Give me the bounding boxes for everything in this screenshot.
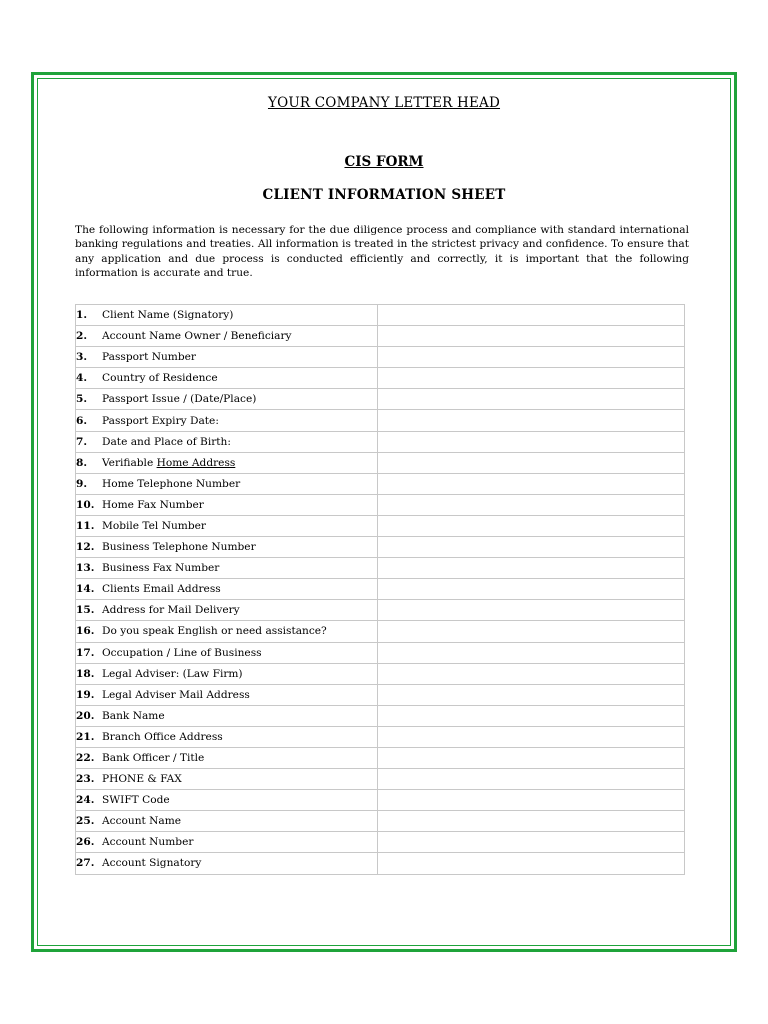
- field-number: 24.: [76, 794, 95, 807]
- field-value-cell[interactable]: [378, 305, 685, 326]
- table-row: [76, 431, 685, 452]
- field-label: Date and Place of Birth:: [102, 435, 231, 448]
- table-row: [76, 494, 685, 515]
- field-value-cell[interactable]: [378, 515, 685, 536]
- field-number: 20.: [76, 709, 95, 722]
- field-label-cell: [76, 347, 378, 368]
- field-value-cell[interactable]: [378, 431, 685, 452]
- field-label-cell: [76, 473, 378, 494]
- field-number: 14.: [76, 583, 95, 596]
- field-label: Do you speak English or need assistance?: [102, 625, 327, 638]
- field-label: Branch Office Address: [102, 730, 223, 743]
- field-label: Account Signatory: [102, 857, 202, 870]
- field-label: Account Number: [102, 836, 194, 849]
- field-number: 9.: [76, 477, 88, 490]
- intro-paragraph: The following information is necessary for the due diligence process and compliance with standard international banking regulations and treaties. All information is treated in the strictest privacy and confidence. To ensure that any application and due process is conducted efficiently and correctly, it is important that the following information is accurate and true.: [75, 224, 689, 279]
- field-label-cell: [76, 431, 378, 452]
- field-value-cell[interactable]: [378, 410, 685, 431]
- client-info-table: [75, 304, 685, 875]
- field-value-cell[interactable]: [378, 537, 685, 558]
- field-value-cell[interactable]: [378, 368, 685, 389]
- field-label: Passport Issue / (Date/Place): [102, 393, 257, 406]
- field-label: Clients Email Address: [102, 583, 221, 596]
- field-label: Country of Residence: [102, 372, 218, 385]
- table-row: [76, 832, 685, 853]
- field-label-cell: [76, 368, 378, 389]
- field-value-cell[interactable]: [378, 473, 685, 494]
- field-label-cell: [76, 853, 378, 874]
- field-value-cell[interactable]: [378, 621, 685, 642]
- letterhead: YOUR COMPANY LETTER HEAD: [267, 95, 501, 111]
- field-label: Bank Officer / Title: [102, 752, 205, 765]
- table-row: [76, 769, 685, 790]
- field-number: 16.: [76, 625, 95, 638]
- field-number: 23.: [76, 773, 95, 786]
- field-number: 15.: [76, 604, 95, 617]
- field-value-cell[interactable]: [378, 684, 685, 705]
- field-number: 19.: [76, 688, 95, 701]
- field-number: 1.: [76, 309, 88, 322]
- field-label-cell: [76, 537, 378, 558]
- field-label-cell: [76, 705, 378, 726]
- field-number: 25.: [76, 815, 95, 828]
- field-value-cell[interactable]: [378, 811, 685, 832]
- field-number: 12.: [76, 541, 95, 554]
- field-label-cell: [76, 642, 378, 663]
- table-row: [76, 705, 685, 726]
- field-label: Account Name Owner / Beneficiary: [102, 330, 292, 343]
- table-row: [76, 515, 685, 536]
- field-label: Business Fax Number: [102, 562, 220, 575]
- field-label-underlined: Home Address: [156, 456, 236, 469]
- field-value-cell[interactable]: [378, 769, 685, 790]
- field-label-cell: [76, 305, 378, 326]
- table-row: [76, 853, 685, 874]
- field-value-cell[interactable]: [378, 347, 685, 368]
- field-value-cell[interactable]: [378, 790, 685, 811]
- field-label: Passport Expiry Date:: [102, 414, 219, 427]
- field-label-cell: [76, 410, 378, 431]
- field-value-cell[interactable]: [378, 642, 685, 663]
- field-number: 13.: [76, 562, 95, 575]
- field-label-cell: [76, 684, 378, 705]
- table-row: [76, 389, 685, 410]
- field-value-cell[interactable]: [378, 832, 685, 853]
- field-label-cell: [76, 579, 378, 600]
- table-row: [76, 305, 685, 326]
- field-number: 3.: [76, 351, 88, 364]
- field-label: Account Name: [102, 815, 182, 828]
- field-value-cell[interactable]: [378, 853, 685, 874]
- field-number: 10.: [76, 498, 95, 511]
- field-label-cell: [76, 747, 378, 768]
- field-number: 8.: [76, 456, 88, 469]
- table-row: [76, 368, 685, 389]
- field-number: 21.: [76, 730, 95, 743]
- field-label-cell: [76, 452, 378, 473]
- field-number: 2.: [76, 330, 88, 343]
- field-label: Verifiable: [102, 456, 157, 469]
- field-number: 18.: [76, 667, 95, 680]
- field-value-cell[interactable]: [378, 452, 685, 473]
- field-number: 27.: [76, 857, 95, 870]
- field-value-cell[interactable]: [378, 494, 685, 515]
- sheet-title: CLIENT INFORMATION SHEET: [262, 187, 506, 203]
- field-label-cell: [76, 389, 378, 410]
- field-label: Home Telephone Number: [102, 477, 241, 490]
- field-number: 7.: [76, 435, 88, 448]
- table-row: [76, 600, 685, 621]
- table-row: [76, 747, 685, 768]
- field-label-cell: [76, 790, 378, 811]
- field-value-cell[interactable]: [378, 579, 685, 600]
- field-value-cell[interactable]: [378, 705, 685, 726]
- field-label: Client Name (Signatory): [102, 309, 234, 322]
- field-label-cell: [76, 811, 378, 832]
- table-row: [76, 410, 685, 431]
- table-row: [76, 642, 685, 663]
- field-value-cell[interactable]: [378, 747, 685, 768]
- form-title: CIS FORM: [344, 154, 424, 170]
- table-row: [76, 473, 685, 494]
- field-label: SWIFT Code: [102, 794, 170, 807]
- table-row: [76, 621, 685, 642]
- table-row: [76, 726, 685, 747]
- field-value-cell[interactable]: [378, 726, 685, 747]
- field-label-cell: [76, 726, 378, 747]
- field-label-cell: [76, 326, 378, 347]
- field-label: Legal Adviser Mail Address: [102, 688, 250, 701]
- field-value-cell[interactable]: [378, 389, 685, 410]
- field-label: Mobile Tel Number: [102, 519, 206, 532]
- field-label: Bank Name: [102, 709, 165, 722]
- field-value-cell[interactable]: [378, 558, 685, 579]
- field-label: PHONE & FAX: [102, 773, 182, 786]
- table-row: [76, 811, 685, 832]
- field-label-cell: [76, 558, 378, 579]
- field-label: Home Fax Number: [102, 498, 204, 511]
- field-label-cell: [76, 621, 378, 642]
- field-value-cell[interactable]: [378, 326, 685, 347]
- field-label-cell: [76, 832, 378, 853]
- table-row: [76, 579, 685, 600]
- field-number: 4.: [76, 372, 88, 385]
- field-label: Passport Number: [102, 351, 196, 364]
- field-label: Address for Mail Delivery: [102, 604, 240, 617]
- field-number: 17.: [76, 646, 95, 659]
- field-label: Legal Adviser: (Law Firm): [102, 667, 243, 680]
- field-label: Business Telephone Number: [102, 541, 256, 554]
- field-number: 26.: [76, 836, 95, 849]
- table-row: [76, 684, 685, 705]
- table-row: [76, 537, 685, 558]
- field-label: Occupation / Line of Business: [102, 646, 262, 659]
- field-number: 11.: [76, 519, 95, 532]
- table-row: [76, 663, 685, 684]
- field-value-cell[interactable]: [378, 600, 685, 621]
- table-row: [76, 326, 685, 347]
- field-label-cell: [76, 663, 378, 684]
- field-number: 6.: [76, 414, 88, 427]
- table-row: [76, 452, 685, 473]
- field-number: 5.: [76, 393, 88, 406]
- field-label-cell: [76, 600, 378, 621]
- field-value-cell[interactable]: [378, 663, 685, 684]
- table-row: [76, 558, 685, 579]
- table-row: [76, 790, 685, 811]
- table-row: [76, 347, 685, 368]
- field-number: 22.: [76, 752, 95, 765]
- field-label-cell: [76, 494, 378, 515]
- field-label-cell: [76, 769, 378, 790]
- field-label-cell: [76, 515, 378, 536]
